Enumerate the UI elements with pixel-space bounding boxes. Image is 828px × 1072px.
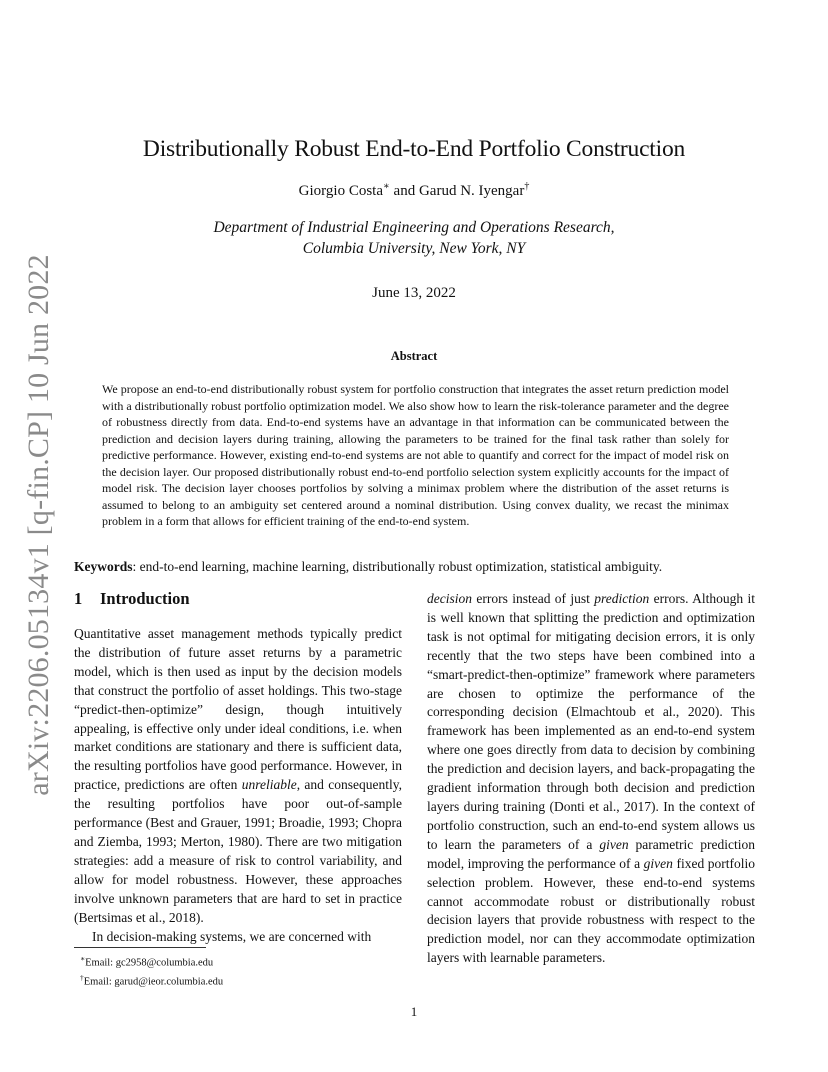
section-number: 1 [74,589,83,608]
page-number: 1 [410,1004,418,1019]
intro-paragraph-1 [74,625,402,928]
paper-title: Distributionally Robust End-to-End Portfolio Construction [142,136,686,162]
footnote-2-mark: † [80,972,84,982]
section-heading [74,589,190,609]
keywords-label: Keywords [74,559,133,574]
rc-emphasis-4: given [643,855,673,871]
affiliation-line-2: Columbia University, New York, NY [302,240,526,257]
intro-p1-text-b: , and consequently, the resulting portfolios have poor out-of-sample performance (Best and Grauer, 1991; Broadie, 1993; Chopra and Ziemba, 1993; Merton, 1980). There are two mitigation strategies: add a measure of risk to control variability, and allow for model robustness. However, these approaches involve unknown parameters that are hard to set in practice (Bertsimas et al., 2018). [74,777,402,925]
rc-text-1: errors instead of just [472,591,595,606]
left-column [74,625,402,946]
footnote-rule [74,947,206,948]
affiliation [0,217,828,259]
right-column [427,590,755,968]
intro-p1-text-a: Quantitative asset management methods typically predict the distribution of future asset returns by a parametric model, which is then used as input by the decision models that construct the portfolio of asset holdings. This two-stage “predict-then-optimize” design, though intuitively appealing, is effective only under ideal conditions, i.e. when market conditions are stationary and there is sufficient data, the resulting portfolios have good performance. However, in practice, predictions are often [74,626,402,793]
footnote-1-mark: ∗ [80,954,86,963]
rc-emphasis-1: decision [427,591,472,606]
affiliation-line-1: Department of Industrial Engineering and Operations Research, [213,219,615,236]
rc-text-2: errors. Although it is well known that splitting the prediction and optimization task is not optimal for mitigating decision errors, it is only recently that the two steps have been combined into a “smart-predict-then-optimize” framework where parameters are chosen to optimize the performance of the corresponding decision (Elmachtoub et al., 2020). This framework has been implemented as an end-to-end system where one goes directly from data to decision by combining the prediction and decision layers, and back-propagating the gradient information through both decision and prediction layers during training (Donti et al., 2017). In the context of portfolio construction, such an end-to-end system allows us to learn the parameters of a [427,591,755,852]
intro-paragraph-2: In decision-making systems, we are concerned with [92,928,372,944]
author-2-mark: † [524,181,530,192]
rc-emphasis-2: prediction [594,591,650,606]
intro-paragraph-continued [427,590,755,968]
footnote-2 [80,971,223,990]
publication-date: June 13, 2022 [372,285,456,301]
footnote-1-text: Email: gc2958@columbia.edu [85,957,214,969]
rc-emphasis-3: given [599,836,629,852]
keywords [74,558,754,576]
author-1: Giorgio Costa [298,183,383,199]
rc-text-3: parametric prediction model, improving the performance of a [427,836,755,871]
footnote-2-text: Email: garud@ieor.columbia.edu [83,976,224,987]
section-title: Introduction [100,589,190,608]
intro-p1-emphasis: unreliable [241,777,297,793]
footnote-1 [80,952,223,971]
arxiv-identifier: arXiv:2206.05134v1 [q-fin.CP] 10 Jun 2022 [22,254,55,796]
author-2: Garud N. Iyengar [418,183,525,199]
author-1-mark: ∗ [382,181,390,192]
authors [0,181,828,200]
footnotes [80,952,223,989]
rc-text-4: fixed portfolio selection problem. However, these end-to-end systems cannot accommodate robust or distributionally robust decision layers that provide robustness with respect to the prediction model, nor can they accommodate optimization layers with learnable parameters. [427,855,756,966]
keywords-text: : end-to-end learning, machine learning, distributionally robust optimization, statistical ambiguity. [132,559,663,574]
abstract-heading: Abstract [390,349,438,363]
abstract-text: We propose an end-to-end distributionally robust system for portfolio construction that integrates the asset return prediction model with a distributionally robust portfolio optimization model. We also show how to learn the risk-tolerance parameter and the degree of robustness directly from data. End-to-end systems have an advantage in that information can be communicated between the prediction and decision layers during training, allowing the parameters to be trained for the final task rather than solely for predictive performance. However, existing end-to-end systems are not able to quantify and correct for the impact of model risk on the decision layer. Our proposed distributionally robust end-to-end portfolio selection system explicitly accounts for the impact of model risk. The decision layer chooses portfolios by solving a minimax problem where the distribution of the asset returns is assumed to belong to an ambiguity set centered around a nominal distribution. Using convex duality, we recast the minimax problem in a form that allows for efficient training of the end-to-end system. [102,382,729,528]
author-conjunction: and [389,183,419,199]
